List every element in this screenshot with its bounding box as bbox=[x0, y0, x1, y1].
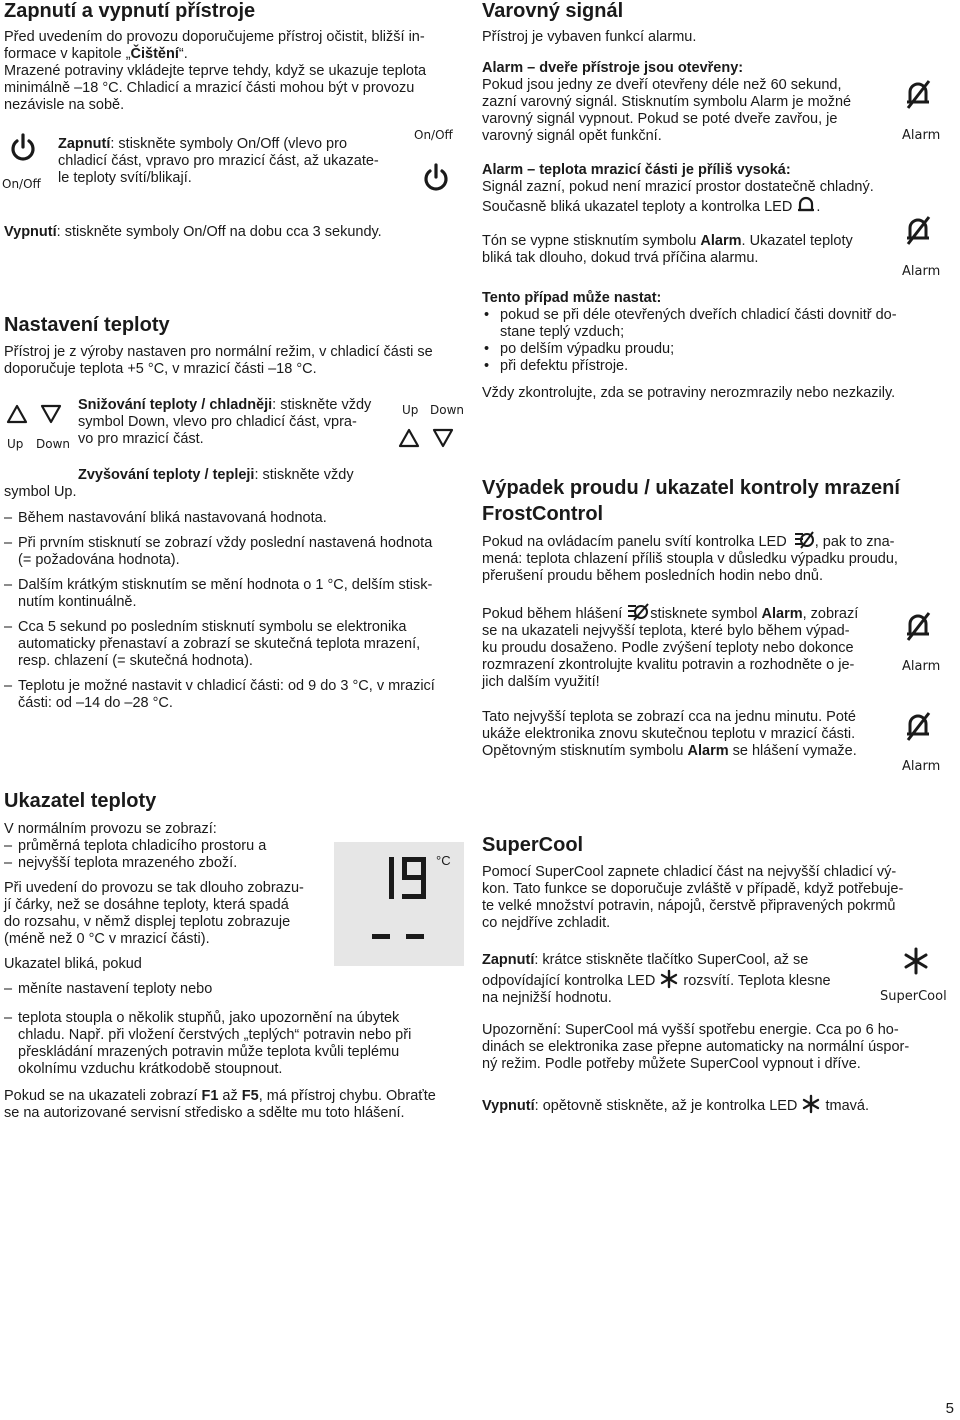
display-dashes bbox=[370, 930, 428, 942]
supercool-note: Upozornění: SuperCool má vyšší spotřebu energie. Cca po 6 ho- dinách se elektronika zase přepne automaticky na normální úspor- ný režim. Podle potřeby můžete SuperCool vypnout i dříve. bbox=[482, 1022, 910, 1072]
display-unit: °C bbox=[436, 853, 451, 868]
frostcontrol-icon bbox=[626, 602, 650, 622]
supercool-intro: Pomocí SuperCool zapnete chladicí část na nejvyšší chladicí vý- kon. Tato funkce se doporučuje zvláště v případě, když potřebuje- te velké množství potravin, nápojů, čerstvě připravených pokrmů co nejdříve zchladit. bbox=[482, 864, 904, 931]
indicator-text: V normálním provozu se zobrazí: – průměrná teplota chladicího prostoru a – nejvyšší teplota mrazeného zboží. Při uvedení do provozu se tak dlouho zobrazu- jí čárky, než se dosáhne teploty, která spadá do rozsahu, v němž displej teplotu zobrazuje (méně než 0 °C v mrazicí části). Ukazatel bliká, pokud – měníte nastavení teploty nebo bbox=[4, 821, 324, 998]
on-off-label-right: On/Off bbox=[414, 128, 453, 142]
temperature-display bbox=[334, 842, 464, 966]
alarm-label: Alarm bbox=[902, 264, 941, 279]
up-label: Up bbox=[7, 437, 24, 451]
case-heading: Tento případ může nastat: bbox=[482, 290, 662, 306]
supercool-label: SuperCool bbox=[880, 989, 947, 1004]
temp-setting-intro: Přístroj je z výroby nastaven pro normální režim, v chladicí části se doporučuje teplota +5 °C, v mrazicí části –18 °C. bbox=[4, 344, 433, 377]
list-item: – Teplotu je možné nastavit v chladicí části: od 9 do 3 °C, v mrazicí části: od –14 do –28 °C. bbox=[4, 678, 460, 712]
section-heading-warning-signal: Varovný signál bbox=[482, 0, 624, 22]
list-item: – Cca 5 sekund po posledním stisknutí symbolu se elektronika automaticky přenastaví a zobrazí se skutečná teplota mrazení, resp. chlazení (= skutečná hodnota). bbox=[4, 619, 460, 670]
temp-alarm-text: Signál zazní, pokud není mrazicí prostor dostatečně chladný. Současně bliká ukazatel teploty a kontrolka LED . bbox=[482, 179, 874, 215]
section-heading-temperature-setting: Nastavení teploty bbox=[4, 314, 170, 336]
outage-text-3: Tato nejvyšší teplota se zobrazí cca na jednu minutu. Poté ukáže elektronika znovu skutečnou teplotu v mrazicí části. Opětovným stisknutím symbolu Alarm se hlášení vymaže. bbox=[482, 709, 857, 759]
alarm-bell-icon bbox=[796, 196, 816, 214]
switch-on-text: Zapnutí: stiskněte symboly On/Off (vlevo pro chladicí část, vpravo pro mrazicí část, až ukazate- le teploty svítí/blikají. bbox=[58, 136, 379, 186]
list-item: – Dalším krátkým stisknutím se mění hodnota o 1 °C, delším stisk- nutím kontinuálně. bbox=[4, 577, 460, 611]
on-off-intro: Před uvedením do provozu doporučujeme přístroj očistit, bližší in- formace v kapitole „Čištění“. Mrazené potraviny vkládejte teprve tehdy, když se ukazuje teplota minimálně –18 °C. Chladicí a mrazicí části mohou být v provozu nezávisle na sobě. bbox=[4, 29, 427, 113]
section-heading-supercool: SuperCool bbox=[482, 834, 584, 856]
alarm-bell-off-icon bbox=[902, 214, 934, 251]
down-label: Down bbox=[430, 403, 465, 417]
up-triangle-icon bbox=[6, 404, 28, 429]
up-triangle-icon bbox=[398, 428, 420, 453]
list-item: • při defektu přístroje. bbox=[482, 358, 938, 375]
frostcontrol-icon bbox=[791, 530, 815, 550]
list-item: – Při prvním stisknutí se zobrazí vždy poslední nastavená hodnota (= požadována hodnota). bbox=[4, 535, 460, 569]
list-item: • po delším výpadku proudu; bbox=[482, 341, 938, 358]
door-alarm-heading: Alarm – dveře přístroje jsou otevřeny: bbox=[482, 60, 744, 76]
on-off-label-left: On/Off bbox=[2, 177, 41, 191]
supercool-on-text: Zapnutí: krátce stiskněte tlačítko SuperCool, až se odpovídající kontrolka LED rozsvítí. Teplota klesne na nejnižší hodnotu. bbox=[482, 952, 831, 1006]
outage-text-1: Pokud na ovládacím panelu svítí kontrolka LED , pak to zna- mená: teplota chlazení příliš stoupla v důsledku výpadku proudu, přerušení proudu během posledních hodin nebo dnů. bbox=[482, 530, 938, 585]
down-triangle-icon bbox=[432, 428, 454, 453]
temp-setting-list bbox=[4, 510, 460, 712]
supercool-off-text: Vypnutí: opětovně stiskněte, až je kontrolka LED tmavá. bbox=[482, 1094, 938, 1115]
down-label: Down bbox=[36, 437, 71, 451]
section-heading-power-outage: Výpadek proudu / ukazatel kontroly mrazení FrostControl bbox=[482, 477, 900, 525]
alarm-bell-off-icon bbox=[902, 710, 934, 747]
up-label: Up bbox=[402, 403, 419, 417]
power-icon bbox=[421, 162, 451, 199]
alarm-bell-off-icon bbox=[902, 610, 934, 647]
switch-off-text: Vypnutí: stiskněte symboly On/Off na dobu cca 3 sekundy. bbox=[4, 224, 382, 240]
case-list: • pokud se při déle otevřených dveřích chladicí části dovnitř do- stane teplý vzduch; • po delším výpadku proudu; • při defektu přístroje. Vždy zkontrolujte, zda se potraviny nerozmrazily nebo nezkazily. bbox=[482, 307, 938, 402]
snowflake-icon bbox=[902, 946, 930, 981]
snowflake-icon bbox=[801, 1094, 821, 1114]
lower-temperature-text: Snižování teploty / chladněji: stiskněte vždy symbol Down, vlevo pro chladicí část, vpra- vo pro mrazicí část. bbox=[78, 397, 372, 447]
indicator-text-2: – teplota stoupla o několik stupňů, jako upozornění na úbytek chladu. Např. při vložení čerstvých „teplých“ potravin nebo při přeskládání mrazených potravin může teplota kvůli teplému okolnímu vzduchu krátkodobě stoupnout. Pokud se na ukazateli zobrazí F1 až F5, má přístroj chybu. Obraťte se na autorizované servisní středisko a sdělte mu toto hlášení. bbox=[4, 1010, 460, 1122]
alarm-label: Alarm bbox=[902, 659, 941, 674]
raise-temperature-text-cont: symbol Up. bbox=[4, 484, 77, 500]
outage-text-2: Pokud během hlášení stisknete symbol Alarm, zobrazí se na ukazateli nejvyšší teplota, které bylo během výpad- ku proudu dosaženo. Podle zvýšení teploty nebo dokonce rozmrazení zkontrolujte kvalitu potravin a rozhodněte o je- jich dalším využití! bbox=[482, 602, 892, 691]
section-heading-on-off: Zapnutí a vypnutí přístroje bbox=[4, 0, 256, 22]
door-alarm-text: Pokud jsou jedny ze dveří otevřeny déle než 60 sekund, zazní varovný signál. Stisknutím symbolu Alarm je možné varovný signál vypnout. Pokud se poté dveře zavřou, je varovný signál opět funkční. bbox=[482, 77, 852, 144]
tone-off-text: Tón se vypne stisknutím symbolu Alarm. Ukazatel teploty bliká tak dlouho, dokud trvá příčina alarmu. bbox=[482, 233, 853, 266]
warning-intro: Přístroj je vybaven funkcí alarmu. bbox=[482, 29, 697, 45]
temp-alarm-heading: Alarm – teplota mrazicí části je příliš vysoká: bbox=[482, 162, 791, 178]
alarm-bell-off-icon bbox=[902, 78, 934, 115]
display-digits bbox=[386, 854, 430, 902]
snowflake-icon bbox=[659, 969, 679, 989]
alarm-label: Alarm bbox=[902, 759, 941, 774]
section-heading-temperature-indicator: Ukazatel teploty bbox=[4, 790, 157, 812]
list-item: – Během nastavování bliká nastavovaná hodnota. bbox=[4, 510, 460, 527]
down-triangle-icon bbox=[40, 404, 62, 429]
power-icon bbox=[8, 132, 38, 169]
alarm-label: Alarm bbox=[902, 128, 941, 143]
raise-temperature-text: Zvyšování teploty / tepleji: stiskněte vždy bbox=[78, 467, 354, 483]
display-dashes-text bbox=[334, 842, 335, 843]
page-number: 5 bbox=[945, 1400, 954, 1417]
list-item: • pokud se při déle otevřených dveřích chladicí části dovnitř do- stane teplý vzduch; bbox=[482, 307, 938, 341]
